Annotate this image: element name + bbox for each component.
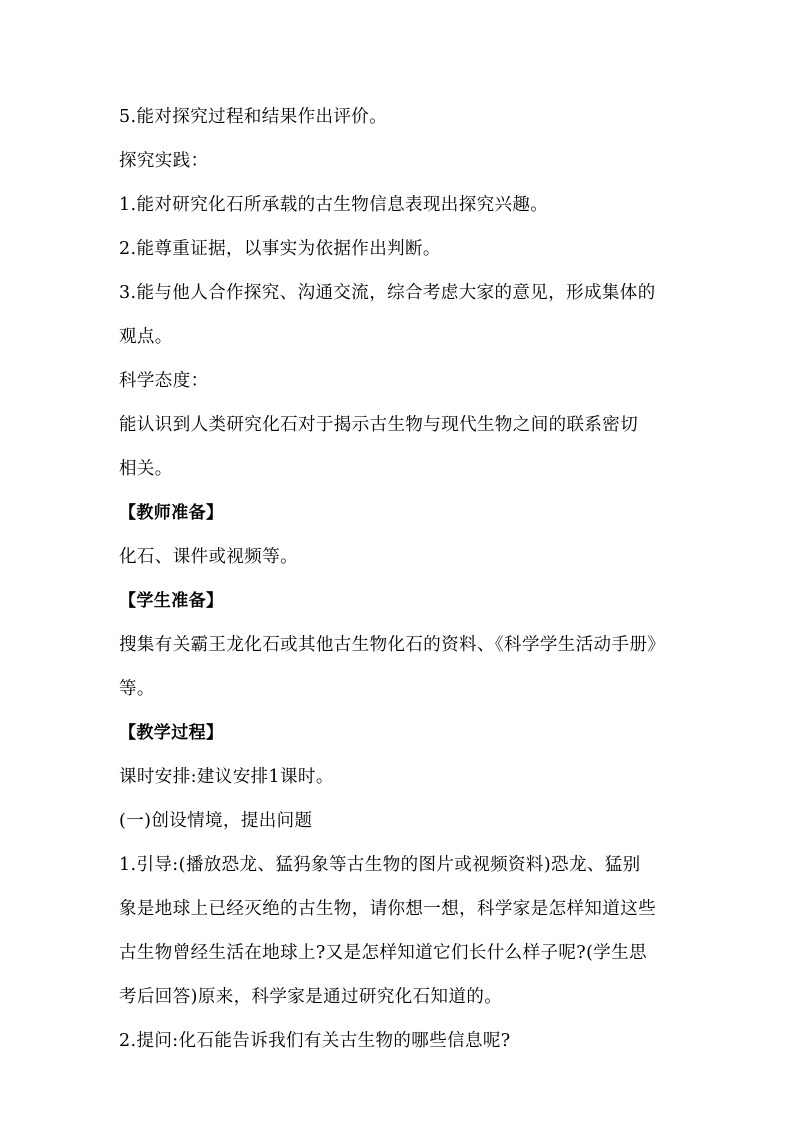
heading-student-prep: 【学生准备】 [119, 591, 224, 611]
inquiry-goal-3-cont: 观点。 [119, 327, 173, 347]
step-1-guide-cont-3: 考后回答)原来，科学家是通过研究化石知道的。 [119, 987, 503, 1007]
inquiry-goal-3: 3.能与他人合作探究、沟通交流，综合考虑大家的意见，形成集体的 [119, 283, 656, 303]
student-prep-text: 搜集有关霸王龙化石或其他古生物化石的资料、《科学学生活动手册》 [119, 635, 666, 655]
document-page [119, 95, 689, 1063]
inquiry-goal-2: 2.能尊重证据，以事实为依据作出判断。 [119, 239, 441, 259]
evaluation-goal: 5.能对探究过程和结果作出评价。 [119, 107, 388, 127]
lesson-schedule: 课时安排:建议安排1课时。 [119, 767, 334, 787]
subsection-create-scenario: (一)创设情境，提出问题 [119, 811, 313, 831]
step-1-guide: 1.引导:(播放恐龙、猛犸象等古生物的图片或视频资料)恐龙、猛别 [119, 855, 641, 875]
inquiry-goal-1: 1.能对研究化石所承载的古生物信息表现出探究兴趣。 [119, 195, 549, 215]
student-prep-text-cont: 等。 [119, 679, 155, 699]
attitude-goal: 能认识到人类研究化石对于揭示古生物与现代生物之间的联系密切 [119, 415, 639, 435]
heading-teacher-prep: 【教师准备】 [119, 503, 224, 523]
step-2-question: 2.提问:化石能告诉我们有关古生物的哪些信息呢? [119, 1031, 511, 1051]
attitude-goal-cont: 相关。 [119, 459, 173, 479]
teacher-prep-text: 化石、课件或视频等。 [119, 547, 298, 567]
step-1-guide-cont-1: 象是地球上已经灭绝的古生物，请你想一想，科学家是怎样知道这些 [119, 899, 656, 919]
section-inquiry-practice: 探究实践： [119, 151, 209, 171]
heading-teaching-process: 【教学过程】 [119, 723, 224, 743]
section-scientific-attitude: 科学态度： [119, 371, 209, 391]
step-1-guide-cont-2: 古生物曾经生活在地球上?又是怎样知道它们长什么样子呢?(学生思 [119, 943, 647, 963]
